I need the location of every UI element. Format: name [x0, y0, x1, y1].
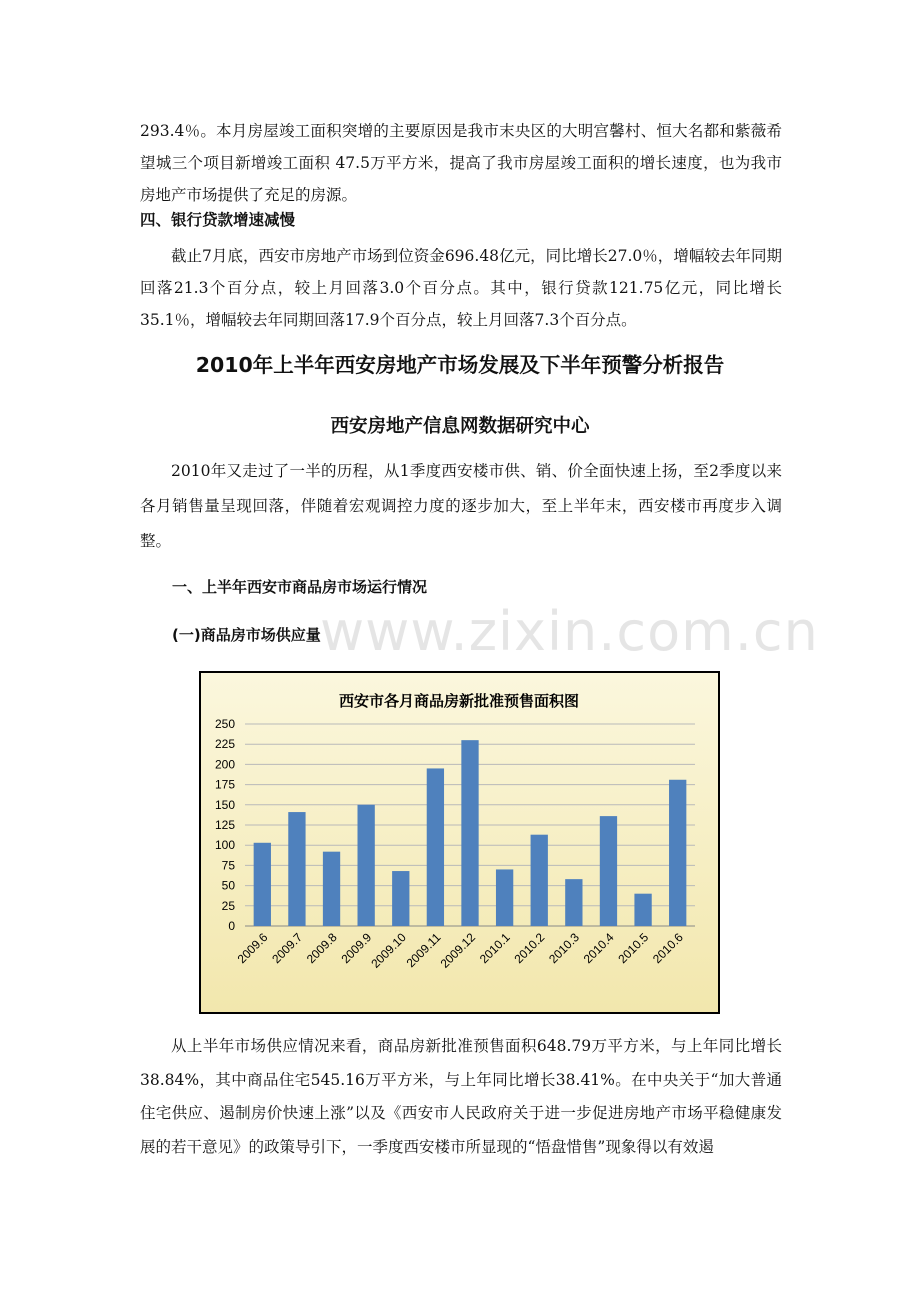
x-tick-label: 2010.5 [615, 930, 652, 967]
x-tick-label: 2009.12 [437, 930, 479, 971]
y-tick-label: 125 [214, 818, 235, 832]
x-tick-label: 2010.6 [649, 930, 686, 967]
y-tick-label: 250 [214, 717, 235, 731]
y-tick-label: 100 [214, 838, 235, 853]
x-tick-label: 2010.2 [511, 930, 548, 967]
x-tick-label: 2009.8 [303, 930, 340, 967]
bar [254, 843, 271, 926]
x-tick-label: 2010.3 [546, 930, 582, 967]
heading-bank-loans: 四、银行贷款增速减慢 [140, 210, 296, 229]
bar [323, 852, 340, 926]
bar [461, 740, 478, 926]
y-tick-label: 25 [221, 898, 235, 913]
paragraph-supply-analysis: 从上半年市场供应情况来看，商品房新批准预售面积648.79万平方米，与上年同比增长38.84%，其中商品住宅545.16万平方米，与上年同比增长38.41%。在中央关于“加大普通住宅供应、遏制房价快速上涨”以及《西安市人民政府关于进一步促进房地产市场平稳健康发展的若干意见》的政策导引下，一季度西安楼市所显现的“悟盘惜售”现象得以有效遏 [140, 1037, 782, 1156]
paragraph-intro: 2010年又走过了一半的历程，从1季度西安楼市供、销、价全面快速上扬，至2季度以来各月销售量呈现回落，伴随着宏观调控力度的逐步加大，至上半年末，西安楼市再度步入调整。 [140, 462, 782, 550]
subsection-heading-supply: (一)商品房市场供应量 [172, 626, 321, 644]
bar [634, 894, 651, 926]
x-tick-label: 2010.4 [580, 930, 617, 967]
bar [531, 835, 548, 926]
paragraph-completion-area: 293.4％。本月房屋竣工面积突增的主要原因是我市末央区的大明宫馨村、恒大名都和紫薇希望城三个项目新增竣工面积 47.5万平方米，提高了我市房屋竣工面积的增长速度，也为我市房地产市场提供了充足的房源。 [140, 122, 782, 204]
y-tick-label: 200 [214, 757, 235, 772]
y-tick-label: 50 [221, 878, 235, 893]
y-tick-label: 75 [221, 858, 235, 873]
bar [288, 812, 305, 926]
x-tick-label: 2010.1 [476, 930, 513, 967]
bar-chart [199, 671, 720, 1014]
y-axis-ticks [215, 717, 235, 933]
x-tick-label: 2009.7 [269, 930, 306, 967]
paragraph-funding: 截止7月底，西安市房地产市场到位资金696.48亿元，同比增长27.0％，增幅较去年同期回落21.3个百分点，较上月回落3.0个百分点。其中，银行贷款121.75亿元，同比增长35.1％，增幅较去年同期回落17.9个百分点，较上月回落7.3个百分点。 [140, 247, 782, 329]
x-axis-ticks [235, 930, 686, 971]
y-tick-label: 225 [214, 737, 235, 752]
bar [358, 805, 375, 926]
chart-canvas [201, 673, 718, 1012]
x-tick-label: 2009.9 [338, 930, 375, 967]
report-subtitle: 西安房地产信息网数据研究中心 [330, 416, 590, 437]
y-tick-label: 0 [228, 919, 235, 933]
bar [427, 768, 444, 926]
bar [496, 869, 513, 926]
bar [565, 879, 582, 926]
y-tick-label: 175 [214, 777, 235, 792]
y-tick-label: 150 [214, 797, 235, 812]
x-tick-label: 2009.6 [234, 930, 271, 967]
section-heading-market: 一、上半年西安市商品房市场运行情况 [172, 578, 428, 596]
bar [669, 780, 686, 926]
bar [600, 816, 617, 926]
bar [392, 871, 409, 926]
watermark: www.zixin.com.cn [320, 600, 819, 663]
x-tick-label: 2009.11 [403, 930, 444, 971]
x-tick-label: 2009.10 [368, 930, 409, 971]
chart-title: 西安市各月商品房新批准预售面积图 [338, 692, 580, 710]
chart-bars [254, 740, 687, 926]
report-title: 2010年上半年西安房地产市场发展及下半年预警分析报告 [195, 353, 725, 377]
